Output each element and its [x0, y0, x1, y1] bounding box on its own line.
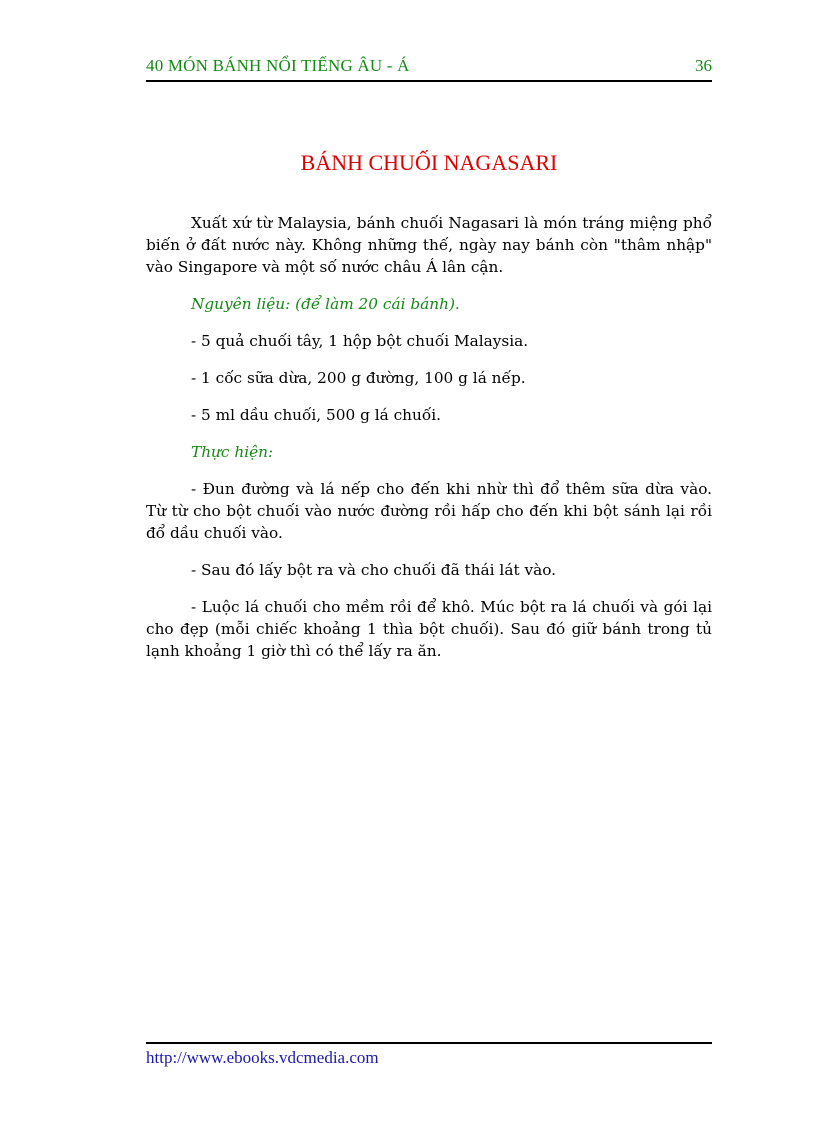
page-number: 36 [695, 56, 712, 75]
intro-paragraph: Xuất xứ từ Malaysia, bánh chuối Nagasari là món tráng miệng phổ biến ở đất nước này. Không những thế, ngày nay bánh còn "thâm nhập" vào Singapore và một số nước châu Á lân cận. [146, 214, 712, 276]
recipe-content [146, 212, 712, 677]
method-step: - Đun đường và lá nếp cho đến khi nhừ thì đổ thêm sữa dừa vào. Từ từ cho bột chuối vào nước đường rồi hấp cho đến khi bột sánh lại rồi đổ dầu chuối vào. [146, 480, 712, 542]
page-header [146, 54, 712, 82]
website-link[interactable]: http://www.ebooks.vdcmedia.com [146, 1048, 379, 1067]
ingredient-item: - 5 quả chuối tây, 1 hộp bột chuối Malaysia. [191, 332, 529, 350]
method-step: - Luộc lá chuối cho mềm rồi để khô. Múc bột ra lá chuối và gói lại cho đẹp (mỗi chiếc khoảng 1 thìa bột chuối). Sau đó giữ bánh trong tủ lạnh khoảng 1 giờ thì có thể lấy ra ăn. [146, 598, 712, 660]
ingredients-heading: Nguyên liệu: (để làm 20 cái bánh). [191, 295, 460, 313]
ingredient-item: - 5 ml dầu chuối, 500 g lá chuối. [191, 406, 441, 424]
method-step: - Sau đó lấy bột ra và cho chuối đã thái lát vào. [191, 561, 557, 579]
book-title: 40 MÓN BÁNH NỔI TIẾNG ÂU - Á [146, 56, 410, 75]
page-footer [146, 1042, 712, 1068]
recipe-title: BÁNH CHUỐI NAGASARI [300, 150, 558, 175]
ingredient-item: - 1 cốc sữa dừa, 200 g đường, 100 g lá nếp. [191, 369, 526, 387]
method-heading: Thực hiện: [191, 443, 274, 461]
